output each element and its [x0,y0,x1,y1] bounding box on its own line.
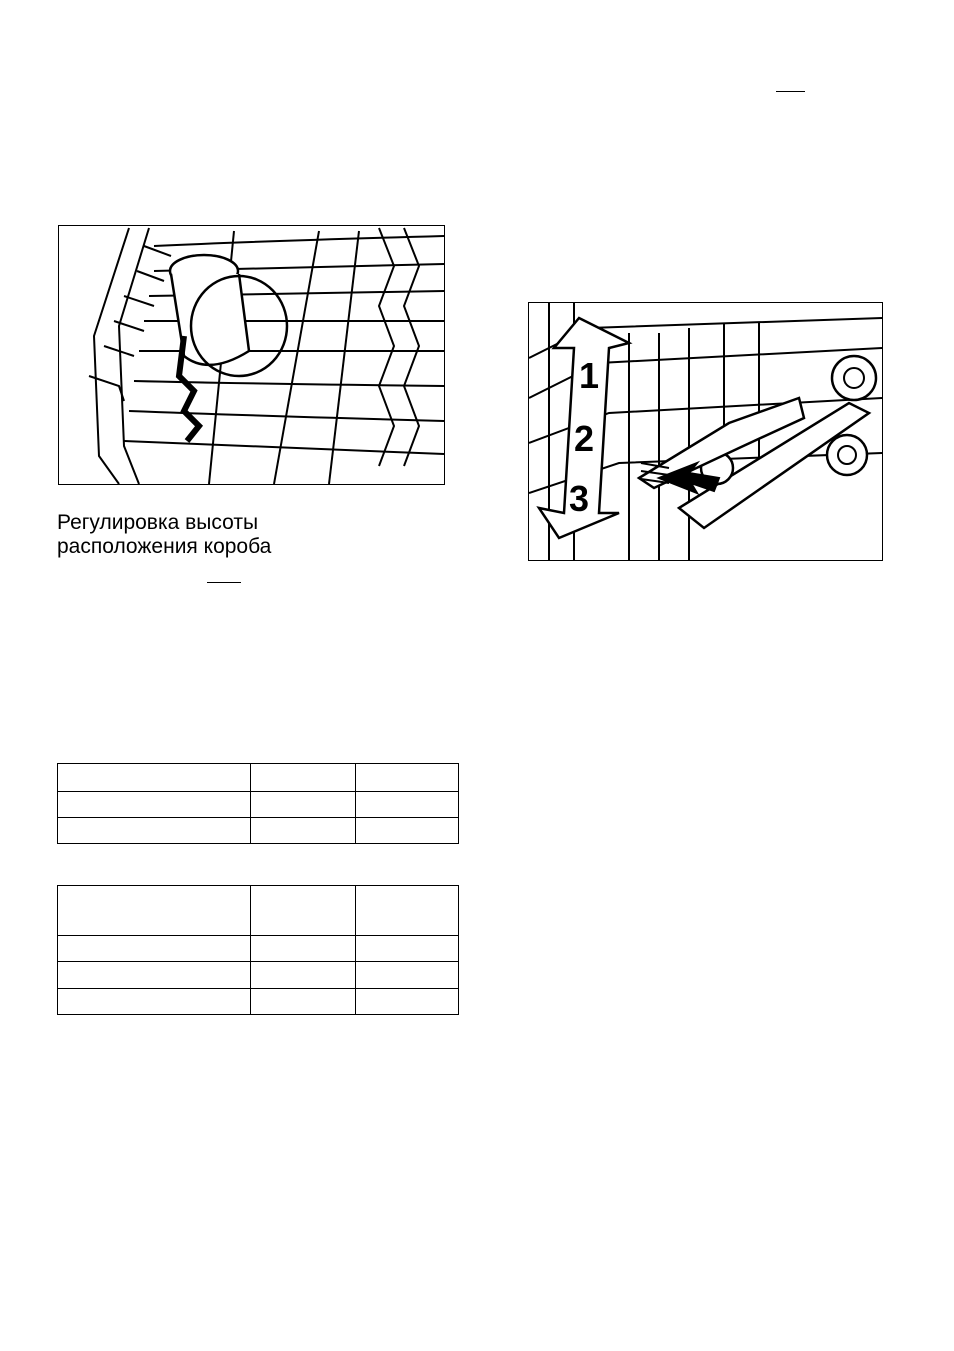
table-cell [58,936,251,962]
table-cell [58,818,251,844]
table-cell [251,989,356,1015]
figure-height-lever [528,302,883,561]
table-1 [57,763,459,844]
table-cell [58,989,251,1015]
table-cell [251,936,356,962]
section-heading [57,511,387,559]
table-cell [356,962,459,989]
table-row [58,989,459,1015]
reference-underline-top [776,91,805,92]
table-cell [58,962,251,989]
heading-line-1: Регулировка высоты [57,511,259,534]
table-row [58,962,459,989]
table-cell [356,886,459,936]
table-cell [251,792,356,818]
table-cell [251,962,356,989]
figure-cup-holder [58,225,445,485]
table-cell [356,792,459,818]
table-row [58,936,459,962]
heading-line-2: расположения короба [57,535,272,558]
table-cell [356,818,459,844]
table-cell [356,989,459,1015]
table-cell [251,764,356,792]
reference-underline-left [207,582,241,583]
table-cell [356,764,459,792]
table-row [58,818,459,844]
table-row [58,792,459,818]
table-cell [58,764,251,792]
table-cell [251,886,356,936]
table-2 [57,885,459,1015]
height-lever-illustration [529,303,882,560]
position-label-1: 1 [579,355,600,396]
table-cell [58,886,251,936]
table-cell [356,936,459,962]
cup-holder-illustration [59,226,444,484]
table-cell [58,792,251,818]
position-label-3: 3 [569,478,590,519]
table-row [58,764,459,792]
position-label-2: 2 [574,418,595,459]
table-cell [251,818,356,844]
table-row [58,886,459,936]
